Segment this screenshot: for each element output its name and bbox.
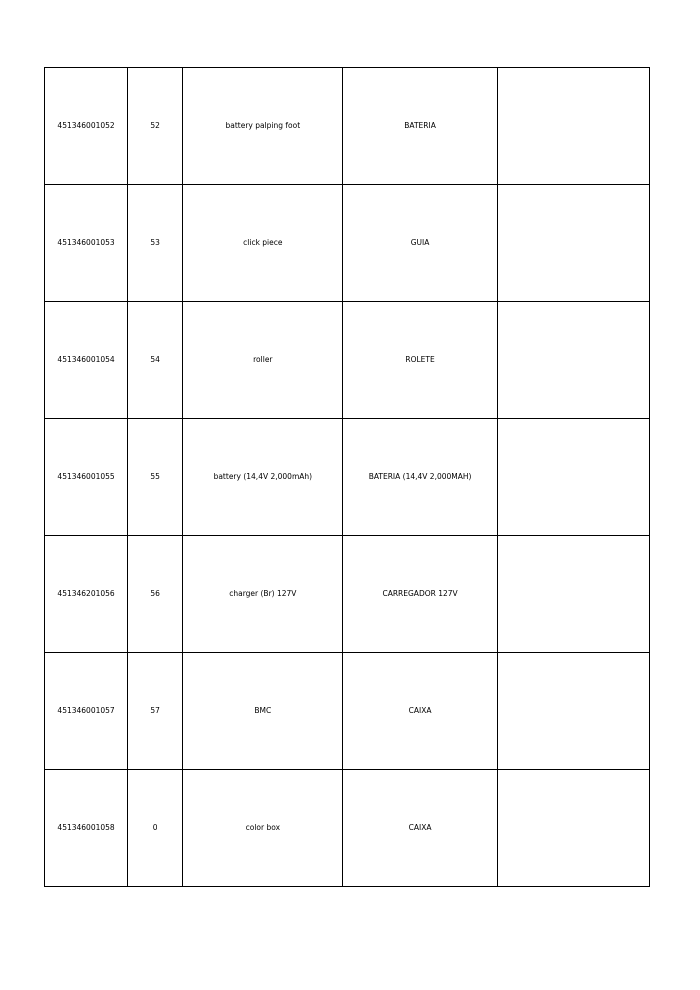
table-row — [45, 770, 650, 887]
description-cell: charger (Br) 127V — [183, 536, 343, 653]
item-number-cell: 56 — [128, 536, 183, 653]
description-pt-cell: CARREGADOR 127V — [343, 536, 497, 653]
description-cell: roller — [183, 302, 343, 419]
item-number-cell: 52 — [128, 68, 183, 185]
table-row — [45, 419, 650, 536]
description-cell: battery palping foot — [183, 68, 343, 185]
table-row — [45, 302, 650, 419]
description-pt-cell: CAIXA — [343, 770, 497, 887]
item-number-cell: 53 — [128, 185, 183, 302]
part-code-cell: 451346001058 — [45, 770, 128, 887]
note-cell — [497, 68, 649, 185]
description-cell: click piece — [183, 185, 343, 302]
table-row — [45, 653, 650, 770]
part-code-cell: 451346001052 — [45, 68, 128, 185]
note-cell — [497, 185, 649, 302]
part-code-cell: 451346001057 — [45, 653, 128, 770]
description-pt-cell: CAIXA — [343, 653, 497, 770]
note-cell — [497, 419, 649, 536]
note-cell — [497, 536, 649, 653]
note-cell — [497, 302, 649, 419]
item-number-cell: 57 — [128, 653, 183, 770]
description-cell: BMC — [183, 653, 343, 770]
note-cell — [497, 770, 649, 887]
table-row — [45, 185, 650, 302]
table-row — [45, 68, 650, 185]
note-cell — [497, 653, 649, 770]
item-number-cell: 0 — [128, 770, 183, 887]
description-pt-cell: GUIA — [343, 185, 497, 302]
description-pt-cell: BATERIA — [343, 68, 497, 185]
item-number-cell: 54 — [128, 302, 183, 419]
description-cell: battery (14,4V 2,000mAh) — [183, 419, 343, 536]
part-code-cell: 451346001055 — [45, 419, 128, 536]
description-pt-cell: BATERIA (14,4V 2,000MAH) — [343, 419, 497, 536]
item-number-cell: 55 — [128, 419, 183, 536]
description-cell: color box — [183, 770, 343, 887]
part-code-cell: 451346001053 — [45, 185, 128, 302]
part-code-cell: 451346201056 — [45, 536, 128, 653]
parts-table — [44, 67, 650, 887]
table-row — [45, 536, 650, 653]
part-code-cell: 451346001054 — [45, 302, 128, 419]
description-pt-cell: ROLETE — [343, 302, 497, 419]
